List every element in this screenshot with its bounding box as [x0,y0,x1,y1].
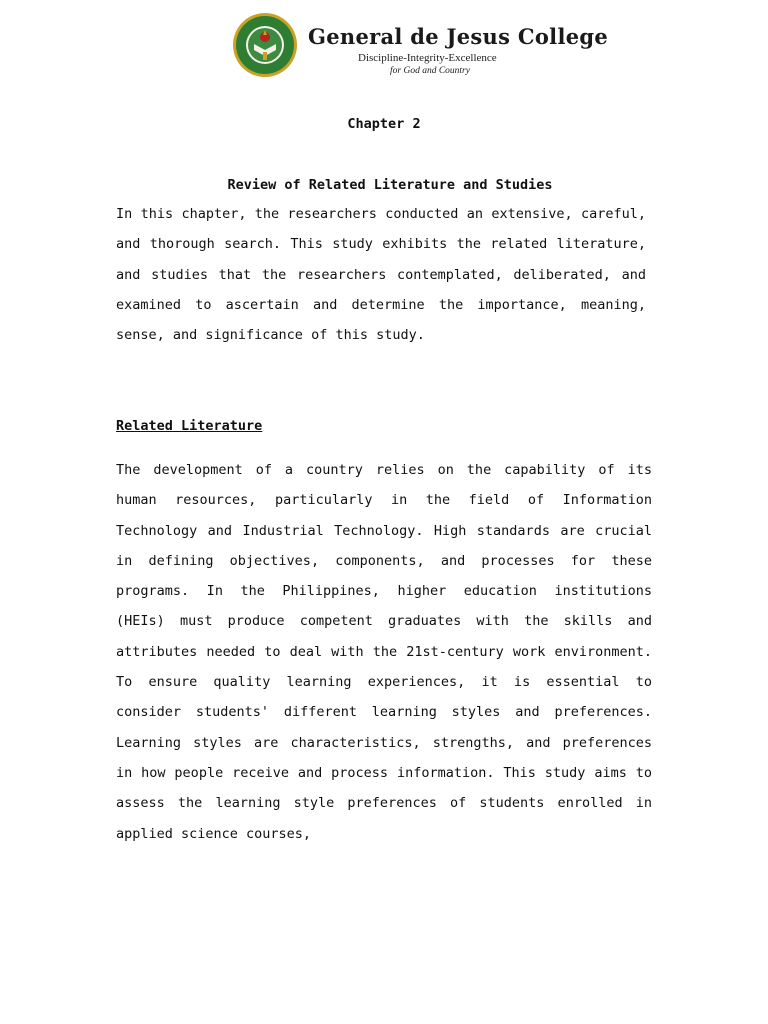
college-motto: Discipline-Integrity-Excellence [358,52,497,64]
related-literature-heading: Related Literature [116,418,263,434]
college-seal-logo [232,12,298,78]
college-header [232,12,609,78]
intro-paragraph: In this chapter, the researchers conducted an extensive, careful, and thorough search. This study exhibits the related literature, and studies that the researchers contemplated, deliberated, and examined to ascertain and determine the importance, meaning, sense, and significance of this study. [116,206,646,344]
college-name: General de Jesus College [308,24,609,49]
college-motto-secondary: for God and Country [390,66,470,76]
chapter-label: Chapter 2 [347,116,421,132]
related-literature-paragraph: The development of a country relies on the capability of its human resources, particularly in the field of Information Technology and Industrial Technology. High standards are crucial in defining objectives, components, and processes for these programs. In the Philippines, higher education institutions (HEIs) must produce competent graduates with the skills and attributes needed to deal with the 21st-century work environment. To ensure quality learning experiences, it is essential to consider students' different learning styles and preferences. Learning styles are characteristics, strengths, and preferences in how people receive and process information. This study aims to assess the learning style preferences of students enrolled in applied science courses, [116,462,652,842]
section-title: Review of Related Literature and Studies [227,177,553,193]
